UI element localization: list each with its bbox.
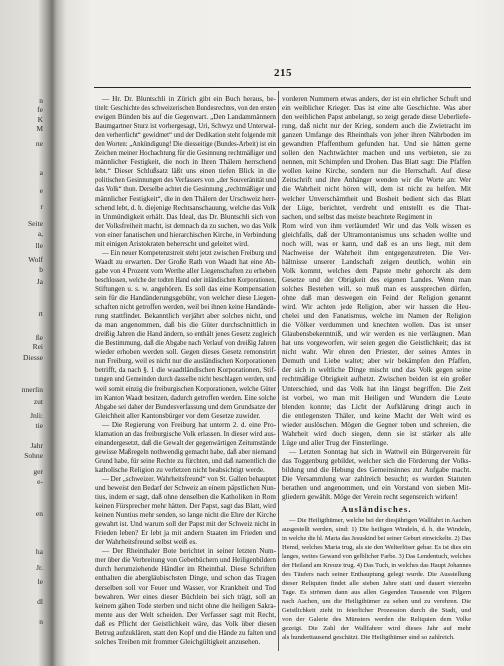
text-line (95, 104, 276, 113)
text-line (282, 222, 471, 231)
text-line (282, 176, 471, 185)
text-line (95, 403, 276, 412)
line-text: das Volk“ thun. Derselbe achtet die Gesinnung „rechtmäßiger und (95, 185, 276, 194)
line-text: welcher Unverschämtheit und Bosheit bedient sich das Blatt (282, 194, 471, 203)
text-line (95, 529, 276, 538)
line-text: katholische Religion zu verletzen nicht beabsichtigt werde. (95, 465, 265, 474)
text-line (282, 276, 471, 285)
cut-text-fragment: zut (33, 397, 43, 406)
cut-text-fragment: ger (33, 467, 43, 476)
text-line (282, 366, 471, 375)
text-line (95, 574, 276, 583)
line-text: solches Treiben mit frommer Gleichgültigkeit anzusehen. (95, 637, 261, 646)
text-line (282, 385, 471, 394)
line-text: gewandten Pfaffenthum gefunden hat. Und sie hätten gerne (282, 140, 471, 149)
line-text: im Kanton Waadt besitzen, dadurch getroffen werden. Eine solche (95, 393, 276, 402)
text-line (95, 240, 276, 249)
line-text: den Worten: „Ankündigung! Die diesseitige (Bundes-Arbeit) ist ein (95, 140, 276, 149)
line-text: keinen Nuntius mehr senden, so lange nicht die Ehre der Kirche (95, 511, 276, 520)
text-line (95, 538, 276, 547)
page-number: 215 (274, 67, 292, 79)
text-line (282, 267, 471, 276)
text-line (95, 439, 276, 448)
line-text: der Lüge, berichtet, verdreht und entstellt es die That- (282, 203, 471, 212)
text-line (282, 167, 471, 176)
line-text: betrifft, da nach §. 1 die waadtländischen Korporationen, Stif- (95, 366, 276, 375)
text-line (282, 231, 471, 240)
text-line (95, 95, 276, 104)
text-line (282, 493, 471, 502)
text-line (282, 570, 471, 579)
text-line (282, 484, 471, 493)
text-line (95, 167, 276, 176)
text-line (95, 475, 276, 484)
line-text: rung, daß nicht nur der Krieg, sondern auch die Zwietracht im (282, 122, 471, 131)
line-text: rung stattfindet. Bekanntlich verjährt aber solches nicht, und (95, 312, 276, 321)
text-line (95, 448, 276, 457)
text-line (282, 140, 471, 149)
text-line (95, 611, 276, 620)
text-line (95, 366, 276, 375)
line-text: Betrug aufzuklären, statt den Kopf und die Hände zu falten und (95, 628, 276, 637)
cut-text-fragment: K (37, 115, 43, 124)
line-text: Gleichheit aller Kantonsbürger vor dem Gesetze zuwider. (95, 411, 261, 420)
line-text: hältnisse unserer Landschaft zeigen deutlich, wohin ein (282, 257, 471, 266)
text-line (95, 330, 276, 339)
text-line (95, 502, 276, 511)
cut-text-fragment: M (36, 124, 43, 133)
line-text: berathen und angenommen, und ein Vorstand von sieben Mit- (282, 484, 471, 493)
text-line (95, 629, 276, 638)
text-line (95, 204, 276, 213)
line-text: in welche die hl. Maria das Jesuskind bei seiner Geburt einwickelte. 2) Das (282, 535, 471, 543)
section-heading-foreign: Ausländisches. (341, 504, 412, 515)
text-line (95, 185, 276, 194)
line-text: nennen, mit Schimpfen und Drohen. Das Blatt sagt: Die Pfaffen (282, 158, 471, 167)
text-line (282, 448, 471, 457)
text-line (95, 421, 276, 430)
line-text: gleichfalls, daß der Ultramontanismus uns schaden wollte und (282, 230, 471, 239)
line-text: Stiftungen u. s. w. angehören. Es soll das eine Kompensation (95, 284, 276, 293)
line-text: ewigen Bünden bis auf die Gegenwart. „Den Landammännern (95, 113, 276, 122)
cut-text-fragment: lle (35, 241, 43, 250)
text-line (95, 520, 276, 529)
cut-text-fragment: le (37, 577, 43, 586)
line-text: keinem gähen Tode sterben und nicht ohne die heiligen Sakra- (95, 601, 276, 610)
text-line (95, 511, 276, 520)
line-text: wieder auslöschen. Mögen die Gegner toben und schreien, die (282, 420, 471, 429)
text-line (282, 95, 471, 104)
line-text: ausgestellt werden, sind: 1) Die heiligen Windeln, d. h. die Windeln, (282, 526, 471, 534)
text-line (282, 615, 471, 624)
text-line (95, 620, 276, 629)
text-line (282, 285, 471, 294)
text-line (95, 375, 276, 384)
text-line (282, 240, 471, 249)
text-line (95, 140, 276, 149)
cut-text-fragment: rt (38, 309, 43, 318)
text-line (282, 294, 471, 303)
text-line (282, 579, 471, 588)
line-text: der sich in weltliche Dinge mischt und das Volk gegen seine (282, 366, 471, 375)
line-text: beschlossen, welche der todten Hand oder inländischen Korporationen, (95, 275, 276, 284)
text-line (282, 303, 471, 312)
line-text: durch herumziehende Händler im Rheinthal. Diese Schriften (95, 565, 276, 574)
line-text: daß es Pflicht der Geistlichkeit wäre, das Volk über diesen (95, 619, 276, 628)
line-text: wieder erhoben werden soll. Gegen dieses Gesetz remonstrirt (95, 348, 276, 357)
line-text: in Unmündigkeit erhält. Das Ideal, das Dr. Bluntschli sich von (95, 212, 276, 221)
line-text: das Toggenburg gebildet, welcher sich die Förderung der Volks- (282, 456, 471, 465)
text-line (282, 412, 471, 421)
text-line (282, 439, 471, 448)
line-text: Rom wird von ihm verläumdet! Wir und das Volk wissen es (282, 221, 471, 230)
text-line (95, 249, 276, 258)
line-text: gewisse Maßregeln nothwendig gemacht habe, daß aber niemand (95, 447, 276, 456)
cut-text-fragment: n (39, 96, 43, 105)
line-text: Grund habe, für seine Rechte zu fürchten, und daß namentlich die (95, 456, 276, 465)
text-line (282, 122, 471, 131)
line-text: rechtmäßige Obrigkeit aufhetzt. Zwischen beiden ist ein großer (282, 375, 471, 384)
line-text: von der Galerie des Münsters werden die Reliquien dem Volke (282, 616, 471, 624)
text-line (95, 466, 276, 475)
text-line (95, 231, 276, 240)
text-line (95, 285, 276, 294)
text-line (282, 597, 471, 606)
line-text: Abgabe sei daher der Bundesverfassung und dem Grundsatze der (95, 402, 276, 411)
text-line (95, 321, 276, 330)
cut-text-fragment: dl (37, 597, 43, 606)
text-line (282, 534, 471, 543)
column-divider (278, 91, 279, 651)
line-text: langes, weites Gewand von gelblicher Farbe. 3) Das Lendentuch, welches (282, 553, 471, 561)
text-line (282, 249, 471, 258)
cut-text-fragment: Jr. (36, 563, 43, 572)
text-line (282, 312, 471, 321)
cut-text-fragment: nnerlin (21, 385, 43, 394)
line-text: der Volksfreiheit macht, ist demnach da zu suchen, wo das Volk (95, 221, 276, 230)
line-text: politischen Gesinnungen des Verfassers von „der Souveränität und (95, 176, 276, 185)
text-line (95, 385, 276, 394)
line-text: gliedern gewählt. Möge der Verein recht segensreich wirken! (282, 493, 458, 502)
cut-text-fragment: ha (35, 547, 43, 556)
text-line (95, 131, 276, 140)
cut-text-fragment: ne (35, 139, 43, 148)
text-line (282, 561, 471, 570)
text-line (95, 303, 276, 312)
text-line (282, 394, 471, 403)
line-text: mer über die Verbreitung von Gebetbüchern und Heiligenbildern (95, 556, 276, 565)
text-line (95, 348, 276, 357)
cut-text-fragment: en (35, 509, 43, 518)
text-line (282, 552, 471, 561)
text-line (282, 204, 471, 213)
line-text: von einer fanatischen und hierarchischen Kirche, in Verbindung (95, 230, 276, 239)
line-text: bildung und die Hebung des Gemeinsinnes zur Aufgabe macht. (282, 465, 471, 474)
line-text: Demuth und Liebe waltet; aber wir bekämpfen den Pfaffen, (282, 357, 471, 366)
line-text: tius, indem er sagt, daß ohne denselben die Katholiken in Rom (95, 493, 276, 502)
line-text: der Heiland am Kreuze trug. 4) Das Tuch, in welches das Haupt Johannes (282, 562, 471, 570)
line-text: — Die Heiligthümer, welche bei der diesjährigen Wallfahrt in Aachen (289, 517, 471, 525)
line-text: Zeichen meiner Hochachtung für die Gesinnung rechtmäßiger und (95, 149, 276, 158)
line-text: Tage. Es strömen dann aus allen Gegenden Tausende von Pilgern (282, 589, 471, 597)
line-text: weil somit einzig die freiburgischen Korporationen, welche Güter (95, 384, 276, 393)
line-text: Gesetze und der Obrigkeit des eigenen Landes. Wenn man (282, 275, 471, 284)
text-line (95, 565, 276, 574)
cut-text-fragment: Ja (36, 277, 43, 286)
text-line (95, 213, 276, 222)
text-line (282, 149, 471, 158)
line-text: die Völker verdummen und knechten wollen. Das ist unser (282, 321, 471, 330)
line-text: da man angenommen, daß bis die Güter durchschnittlich in (95, 321, 276, 330)
text-line (95, 556, 276, 565)
line-text: Geistlichkeit zieht in feierlicher Prozession durch die Stadt, und (282, 607, 471, 615)
text-line (95, 195, 276, 204)
line-text: die Bestimmung, daß die Abgabe nach Verlauf von dreißig Jahren (95, 339, 276, 348)
text-line (282, 375, 471, 384)
text-line (282, 624, 471, 633)
line-text: schaften nicht getroffen werden, weil bei ihnen keine Handände- (95, 303, 276, 312)
line-text: den verherrlicht“ gewidmet“ und der Dedikation steht folgende mit (95, 131, 276, 140)
cut-text-fragment: r (40, 202, 43, 211)
right-column (282, 95, 471, 651)
line-text: des Täufers nach seiner Enthauptung gelegt wurde. Die Ausstellung (282, 571, 471, 579)
line-text: Die Versammlung war zahlreich besucht; es wurden Statuten (282, 474, 471, 483)
line-text: — Ein neuer Kompetenzstreit steht jetzt zwischen Freiburg und (102, 248, 276, 257)
line-text: Lüge und aller Trug der Finsterlinge. (282, 438, 389, 447)
line-text: dieser Reliquien findet alle sieben Jahre statt und dauert vierzehn (282, 580, 471, 588)
header-rule (94, 87, 471, 88)
text-line (95, 638, 276, 647)
line-text: vorderen Nummern etwas anders, der ist ein ehrlicher Schuft und (282, 95, 471, 103)
text-line (282, 421, 471, 430)
text-line (282, 195, 471, 204)
text-line (95, 294, 276, 303)
foreign-news (282, 516, 471, 642)
line-text: Nachweise der Wahrheit ihm entgegenzutreten. Die Ver- (282, 248, 471, 257)
text-line (282, 158, 471, 167)
text-line (95, 484, 276, 493)
line-text: Glaubensbekenntniß, und wir werden es nie verläugnen. Man (282, 330, 471, 339)
line-text: — Die Regierung von Freiburg hat unterm 2. d. eine Pro- (102, 420, 276, 429)
line-text: gezeigt. Die Zahl der Wallfahrer wird dieses Jahr auf mehr (282, 625, 471, 633)
line-text: sein für die Handänderungsgebühr, von welcher diese Liegen- (95, 294, 276, 303)
text-line (282, 516, 471, 525)
line-text: — Der „schweizer. Wahrheitsfreund“ von St. Gallen behauptet (102, 474, 276, 483)
left-column (95, 95, 276, 651)
cut-text-fragment: Seite (28, 219, 43, 228)
line-text: — Letzten Sonntag hat sich in Wattwil ein Bürgerverein für (289, 447, 471, 456)
text-line (95, 158, 276, 167)
line-text: gewahrt ist. Und warum soll der Papst mit der Schweiz nicht in (95, 520, 276, 529)
text-line (282, 131, 471, 140)
line-text: den weiblichen Papst anbelangt, so zeigt gerade diese Ueberliefe- (282, 113, 471, 122)
text-line (95, 312, 276, 321)
cut-text-fragment: a (39, 168, 43, 177)
text-line (95, 113, 276, 122)
cut-text-fragment: n (39, 617, 43, 626)
text-line (95, 430, 276, 439)
line-text: sachen, und selbst das meiste beachtete Regiment in (282, 212, 433, 221)
line-text: keinen Fürsprecher mehr hätten. Der Papst, sagt das Blatt, wird (95, 502, 276, 511)
text-line (282, 113, 471, 122)
line-text: wird. Wir achten jede Religion, aber wir hassen die Heu- (282, 303, 471, 312)
text-line (282, 430, 471, 439)
cut-text-fragment: e (39, 186, 43, 195)
line-text: Zeitschrift und ihre Anhänger wenden wir die Worte an: Wer (282, 176, 471, 185)
cut-text-fragment: e- (37, 477, 43, 486)
cut-text-fragment: Diesse (23, 353, 43, 362)
text-line (282, 258, 471, 267)
line-text: nun Freiburg, weil es nicht nur die ausländischen Korporationen (95, 357, 276, 366)
text-line (95, 394, 276, 403)
line-text: lebt.“ Dieser Schlußsatz läßt uns einen tiefen Blick in die (95, 167, 276, 176)
line-text: ist vorbei, wo man mit Heiligen und Wundern die Leute (282, 393, 471, 402)
text-line (95, 149, 276, 158)
text-line (282, 185, 471, 194)
line-text: männlicher Festigkeit“, die in den Thälern der Urschweiz herr- (95, 194, 276, 203)
line-text: — Hr. Dr. Bluntschli in Zürich gibt ein Buch heraus, be- (102, 95, 276, 103)
line-text: noch will, was er kann, und daß es an uns liegt, mit dem (282, 239, 471, 248)
line-text: mit einigen Aristokraten beherrscht und geleitet wird. (95, 239, 249, 248)
line-text: schend lebt, d. h. diejenige Rechtsanschauung, welche das Volk (95, 203, 276, 212)
line-text: einandergesetzt, daß die Gewalt der gegenwärtigen Zeitumstände (95, 438, 276, 447)
line-text: Frieden leben? Er lebt ja mit andern Staaten im Frieden und (95, 529, 276, 538)
text-line (282, 104, 471, 113)
text-line (282, 633, 471, 642)
line-text: Unterschied, und das Volk hat ihn längst begriffen. Die Zeit (282, 384, 471, 393)
cut-text-fragment: Jnli: (30, 411, 43, 420)
text-line (95, 602, 276, 611)
right-column-news (282, 95, 471, 502)
line-text: derselben soll vor Feuer und Wasser, vor Krankheit und Tod (95, 583, 276, 592)
line-text: männlicher Festigkeit, die noch in Ihren Thälern herrschend (95, 158, 276, 167)
text-line (282, 213, 471, 222)
line-text: solches Bestehen will, so muß man es aussprechen dürfen, (282, 284, 471, 293)
line-text: Baumgartner Sturz ist vorhergesagt, Uri, Schwyz und Unterwal- (95, 122, 276, 131)
line-text: ein weiblicher Krieger. Das ist eine alte Geschichte. Was aber (282, 104, 471, 113)
text-line (282, 403, 471, 412)
previous-page-edge (0, 0, 46, 666)
text-line (282, 588, 471, 597)
text-line (282, 321, 471, 330)
text-line (282, 348, 471, 357)
text-line (95, 593, 276, 602)
cut-text-fragment: Sohne (24, 451, 43, 460)
text-line (95, 493, 276, 502)
cut-text-fragment: ße (35, 333, 43, 342)
line-text: nach Aachen, um die Heiligthümer zu sehen und zu verehren. Die (282, 598, 471, 606)
line-text: und beweist den Bedarf der Schweiz an einem päpstlichen Nun- (95, 484, 276, 493)
text-line (95, 222, 276, 231)
line-text: ohne daß man deswegen ein Feind der Religion genannt (282, 294, 471, 303)
line-text: gabe von 4 Prozent vom Werthe aller Liegenschaften zu erheben (95, 266, 276, 275)
text-line (282, 357, 471, 366)
line-text: der Wahrheitsfreund selbst weiß es. (95, 538, 198, 547)
line-text: — Der Rheinthaler Bote berichtet in seiner letzten Num- (102, 547, 276, 556)
line-text: nicht wahr. Wir ehren den Priester, der seines Amtes in (282, 348, 471, 357)
cut-text-fragment: tie (35, 421, 43, 430)
text-line (95, 412, 276, 421)
text-line (282, 475, 471, 484)
cut-text-fragment: b (39, 265, 43, 274)
cut-text-fragment: Rei (32, 342, 43, 351)
line-text: tungen und Gemeinden durch dasselbe nicht beschlagen werden, und (95, 375, 276, 384)
text-line (282, 543, 471, 552)
line-text: dreißig Jahren die Hand ändern, so enthält jenes Gesetz zugleich (95, 330, 276, 339)
line-text: chelei und den Fanatismus, welche im Namen der Religion (282, 312, 471, 321)
text-line (95, 584, 276, 593)
line-text: wollen keine Kirche, sondern nur die Herrschaft. Auf diese (282, 167, 471, 176)
line-text: die Wahrheit nicht hören will, dem ist nicht zu helfen. Mit (282, 185, 471, 194)
cut-text-fragment: fe (37, 105, 43, 114)
cut-text-fragment: Jahr (30, 441, 43, 450)
line-text: enthalten die abergläubischsten Dinge, und schon das Tragen (95, 574, 276, 583)
line-text: als hunderttausend geschätzt. Die Heiligthümer sind so zahlreich. (282, 634, 455, 642)
cut-text-fragment: Wolf (28, 255, 43, 264)
text-line (95, 258, 276, 267)
line-text: hat uns vorgeworfen, wir seien gegen die Geistlichkeit; das ist (282, 339, 471, 348)
line-text: titelt: Geschichte des schweizerischen Bundesrechtes, von den ersten (95, 104, 276, 113)
text-line (95, 357, 276, 366)
text-line (95, 339, 276, 348)
text-line (282, 330, 471, 339)
text-line (282, 606, 471, 615)
line-text: sollen den Nachtwächter machen und uns verbieten, sie zu (282, 149, 471, 158)
line-text: bewahren. Wer eines dieser Büchlein bei sich trägt, soll an (95, 592, 276, 601)
line-text: ganzen Umfange des Rheinthals von jeher ihren Nährboden im (282, 131, 471, 140)
text-line (282, 525, 471, 534)
text-line (282, 466, 471, 475)
line-text: die entlegensten Thäler, und keine Macht der Welt wird es (282, 411, 471, 420)
text-line (282, 457, 471, 466)
text-line (95, 457, 276, 466)
text-line (95, 547, 276, 556)
cut-text-fragment: a, (37, 229, 43, 238)
line-text: Hemd, welches Maria trug, als sie den Welterlöser gebar. Es ist dies ein (282, 544, 471, 552)
line-text: klamation an das freiburgische Volk erlassen. In dieser wird aus- (95, 429, 276, 438)
line-text: Wahrheit wird doch siegen, denn sie ist stärker als alle (282, 429, 471, 438)
text-line (95, 276, 276, 285)
line-text: blenden konnte; das Licht der Aufklärung dringt auch in (282, 402, 471, 411)
text-line (282, 339, 471, 348)
line-text: Volk kommt, welches dem Papste mehr gehorcht als dem (282, 266, 471, 275)
line-text: Waadt zu erwarten. Der Große Rath von Waadt hat eine Ab- (95, 257, 276, 266)
text-line (95, 267, 276, 276)
text-line (95, 176, 276, 185)
text-line (95, 122, 276, 131)
line-text: mente aus der Welt scheiden. Der Verfasser sagt mit Recht, (95, 610, 276, 619)
